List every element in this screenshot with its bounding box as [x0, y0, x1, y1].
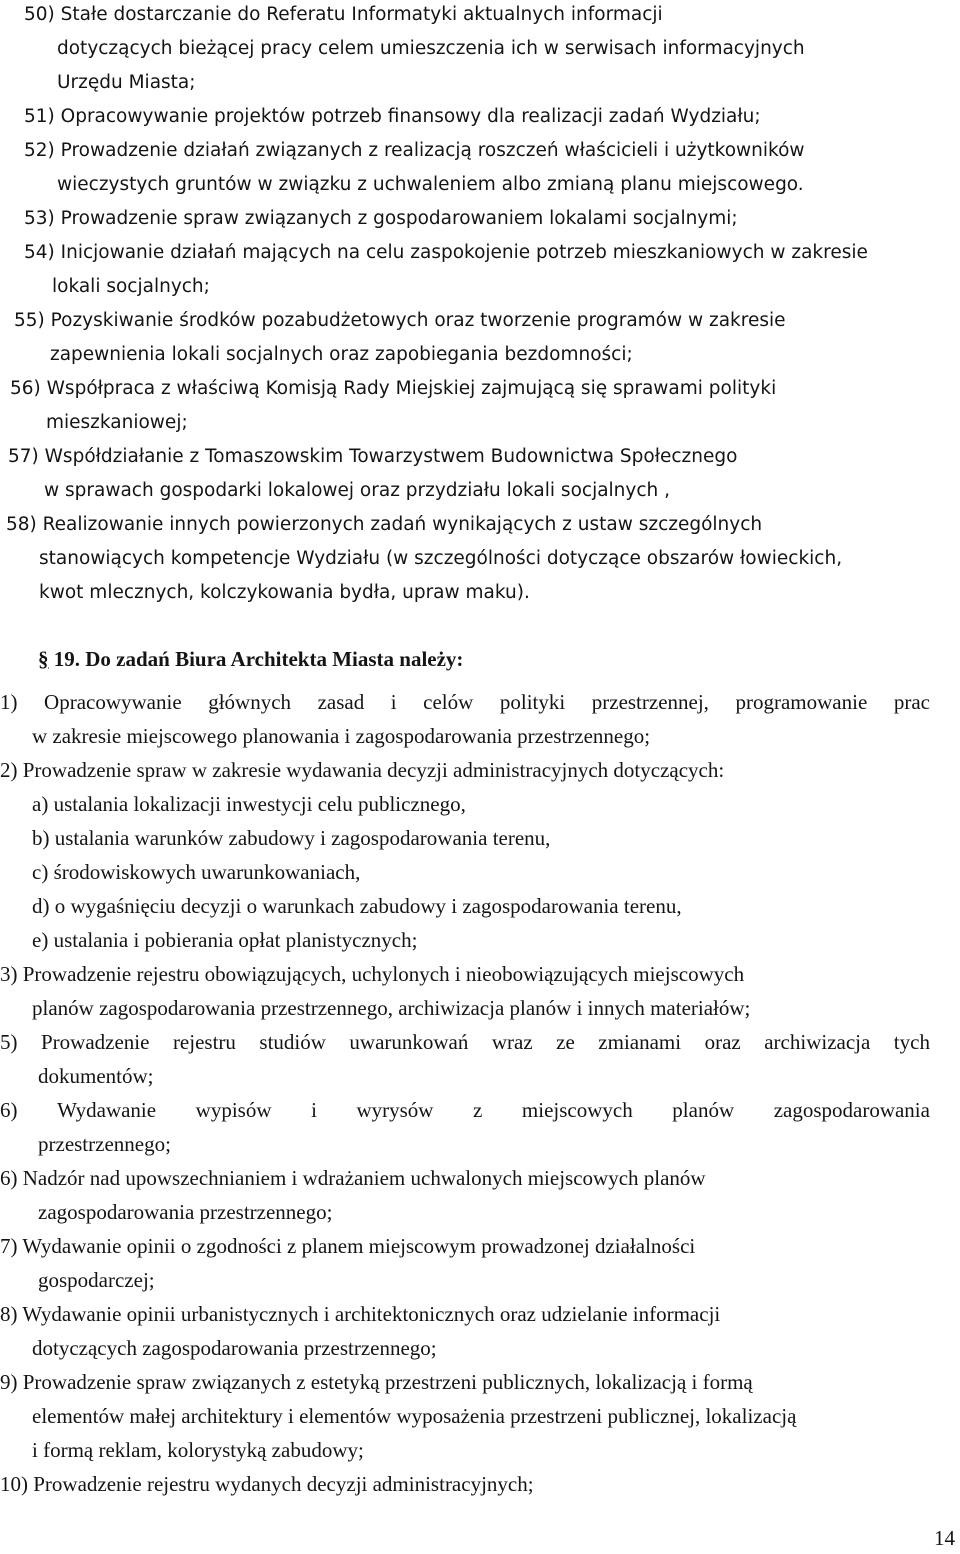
list-item-5-line-1	[0, 1032, 930, 1053]
list-item-52-line-1: 52) Prowadzenie działań związanych z realizacją roszczeń właścicieli i użytkowników	[24, 140, 805, 161]
word: celów	[423, 690, 474, 714]
word: miejscowych	[521, 1098, 633, 1122]
word: prac	[893, 690, 930, 714]
list-item-55-line-1: 55) Pozyskiwanie środków pozabudżetowych oraz tworzenie programów w zakresie	[14, 310, 786, 331]
word: przestrzennej,	[591, 690, 709, 714]
list-item-50-line-3: Urzędu Miasta;	[57, 72, 196, 93]
list-item-5-line-2: dokumentów;	[38, 1064, 154, 1088]
word: ze	[556, 1030, 575, 1054]
list-item-55-line-2: zapewnienia lokali socjalnych oraz zapobiegania bezdomności;	[50, 344, 633, 365]
list-item-50-line-2: dotyczących bieżącej pracy celem umieszczenia ich w serwisach informacyjnych	[57, 38, 805, 59]
word: 6)	[0, 1098, 18, 1122]
page-number: 14	[934, 1526, 955, 1550]
list-item-2d: d) o wygaśnięciu decyzji o warunkach zabudowy i zagospodarowania terenu,	[32, 894, 682, 918]
list-item-52-line-2: wieczystych gruntów w związku z uchwaleniem albo zmianą planu miejscowego.	[57, 174, 804, 195]
word: oraz	[704, 1030, 741, 1054]
list-item-6b-line-1: 6) Nadzór nad upowszechnianiem i wdrażaniem uchwalonych miejscowych planów	[0, 1166, 706, 1190]
list-item-6a-line-1	[0, 1100, 930, 1121]
list-item-6a-line-2: przestrzennego;	[38, 1132, 171, 1156]
list-item-56-line-2: mieszkaniowej;	[46, 412, 188, 433]
list-item-10: 10) Prowadzenie rejestru wydanych decyzji administracyjnych;	[0, 1472, 534, 1496]
list-item-2b: b) ustalania warunków zabudowy i zagospodarowania terenu,	[32, 826, 551, 850]
list-item-1-line-1	[0, 692, 930, 713]
word: Wydawanie	[57, 1098, 157, 1122]
word: z	[473, 1098, 483, 1122]
word: zasad	[317, 690, 365, 714]
list-item-58-line-1: 58) Realizowanie innych powierzonych zadań wynikających z ustaw szczególnych	[6, 514, 763, 535]
word: archiwizacja	[764, 1030, 871, 1054]
word: 5)	[0, 1030, 18, 1054]
word: planów	[672, 1098, 735, 1122]
word: 1)	[0, 690, 18, 714]
list-item-3-line-2: planów zagospodarowania przestrzennego, archiwizacja planów i innych materiałów;	[32, 996, 751, 1020]
word: zmianami	[598, 1030, 682, 1054]
word: uwarunkowań	[349, 1030, 469, 1054]
list-item-2e: e) ustalania i pobierania opłat planistycznych;	[32, 928, 418, 952]
word: polityki	[499, 690, 566, 714]
word: i	[390, 690, 397, 714]
section-heading	[38, 649, 463, 670]
list-item-2-line-1: 2) Prowadzenie spraw w zakresie wydawania decyzji administracyjnych dotyczących:	[0, 758, 725, 782]
list-item-51: 51) Opracowywanie projektów potrzeb finansowy dla realizacji zadań Wydziału;	[24, 106, 761, 127]
list-item-7-line-2: gospodarczej;	[38, 1268, 155, 1292]
list-item-50-line-1: 50) Stałe dostarczanie do Referatu Informatyki aktualnych informacji	[24, 4, 663, 25]
section-number: 19.	[53, 647, 80, 671]
list-item-7-line-1: 7) Wydawanie opinii o zgodności z planem miejscowym prowadzonej działalności	[0, 1234, 696, 1258]
word: wraz	[491, 1030, 533, 1054]
word: i	[311, 1098, 317, 1122]
word: tych	[893, 1030, 930, 1054]
list-item-58-line-3: kwot mlecznych, kolczykowania bydła, upraw maku).	[39, 582, 530, 603]
list-item-53: 53) Prowadzenie spraw związanych z gospodarowaniem lokalami socjalnymi;	[24, 208, 738, 229]
list-item-2c: c) środowiskowych uwarunkowaniach,	[32, 860, 361, 884]
word: wypisów	[195, 1098, 272, 1122]
word: programowanie	[735, 690, 868, 714]
list-item-6b-line-2: zagospodarowania przestrzennego;	[38, 1200, 333, 1224]
list-item-9-line-1: 9) Prowadzenie spraw związanych z estetyką przestrzeni publicznych, lokalizacją i formą	[0, 1370, 753, 1394]
word: głównych	[208, 690, 292, 714]
word: Opracowywanie	[44, 690, 182, 714]
section-title: Do zadań Biura Architekta Miasta należy:	[85, 647, 464, 671]
list-item-56-line-1: 56) Współpraca z właściwą Komisją Rady Miejskiej zajmującą się sprawami polityki	[10, 378, 777, 399]
list-item-8-line-2: dotyczących zagospodarowania przestrzennego;	[32, 1336, 437, 1360]
word: rejestru	[172, 1030, 236, 1054]
list-item-54-line-1: 54) Inicjowanie działań mających na celu zaspokojenie potrzeb mieszkaniowych w zakresie	[24, 242, 868, 263]
list-item-3-line-1: 3) Prowadzenie rejestru obowiązujących, uchylonych i nieobowiązujących miejscowych	[0, 962, 745, 986]
list-item-57-line-1: 57) Współdziałanie z Tomaszowskim Towarzystwem Budownictwa Społecznego	[8, 446, 738, 467]
list-item-9-line-2: elementów małej architektury i elementów wyposażenia przestrzeni publicznej, lokalizacją	[32, 1404, 797, 1428]
list-item-1-line-2: w zakresie miejscowego planowania i zagospodarowania przestrzennego;	[32, 724, 651, 748]
word: Prowadzenie	[40, 1030, 150, 1054]
word: studiów	[259, 1030, 326, 1054]
list-item-54-line-2: lokali socjalnych;	[52, 276, 210, 297]
list-item-8-line-1: 8) Wydawanie opinii urbanistycznych i architektonicznych oraz udzielanie informacji	[0, 1302, 721, 1326]
word: zagospodarowania	[773, 1098, 930, 1122]
list-item-2a: a) ustalania lokalizacji inwestycji celu publicznego,	[32, 792, 466, 816]
list-item-9-line-3: i formą reklam, kolorystyką zabudowy;	[32, 1438, 364, 1462]
word: wyrysów	[356, 1098, 434, 1122]
list-item-57-line-2: w sprawach gospodarki lokalowej oraz przydziału lokali socjalnych ,	[44, 480, 671, 501]
list-item-58-line-2: stanowiących kompetencje Wydziału (w szczególności dotyczące obszarów łowieckich,	[39, 548, 843, 569]
section-mark: §	[38, 647, 49, 671]
